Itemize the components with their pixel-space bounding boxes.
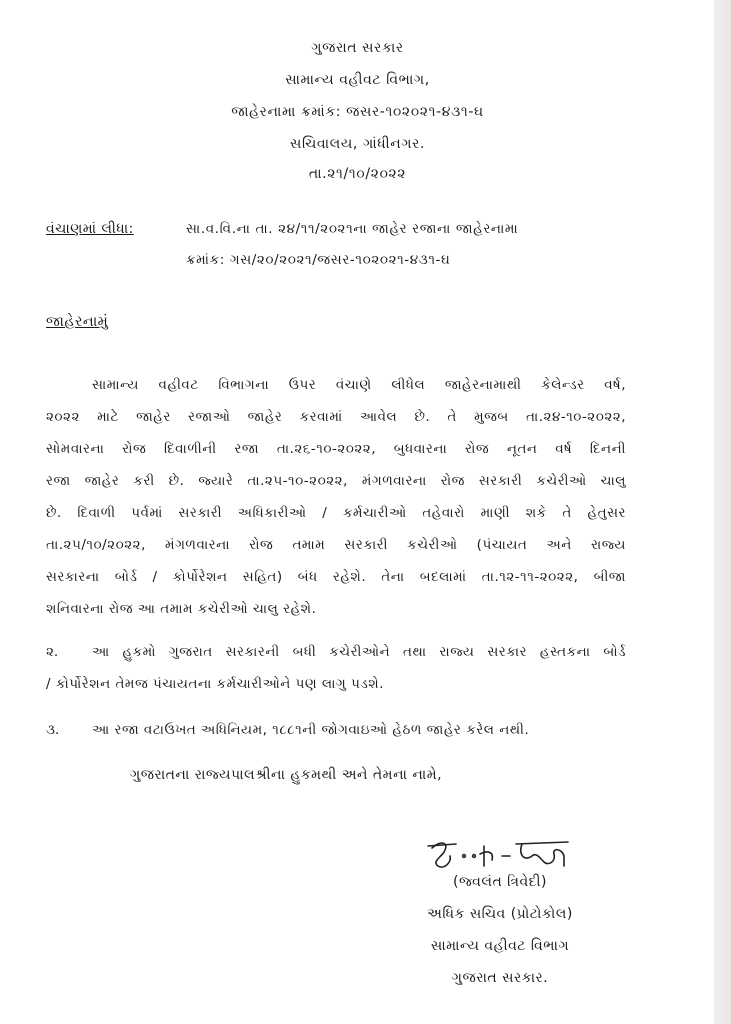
signature-image	[418, 832, 588, 878]
header-date: તા.૨૧/૧૦/૨૦૨૨	[308, 166, 407, 182]
header-department: સામાન્ય વહીવટ વિભાગ,	[285, 72, 430, 88]
page-edge	[714, 0, 731, 1024]
paragraph-1-line: તા.૨૫/૧૦/૨૦૨૨, મંગળવારના રોજ તમામ સરકારી કચેરીઓ (પંચાયત અને રાજ્ય	[46, 537, 626, 553]
header-notification-number: જાહેરનામા ક્રમાંક: જસર-૧૦૨૦૨૧-૪૩૧-ઘ	[231, 104, 484, 120]
paragraph-3-number: ૩.	[46, 722, 60, 738]
reference-line-2: ક્રમાંક: ગસ/૨૦/૨૦૨૧/જસર-૧૦૨૦૨૧-૪૩૧-ઘ	[186, 252, 451, 268]
signatory-designation: અધિક સચિવ (પ્રોટોકોલ)	[427, 906, 573, 922]
signatory-department: સામાન્ય વહીવટ વિભાગ	[430, 938, 570, 954]
signatory-name: (જ્વલંત ત્રિવેદી)	[453, 874, 547, 890]
paragraph-1-line: છે. દિવાળી પર્વમાં સરકારી અધિકારીઓ / કર્મચારીઓ તહેવારો માણી શકે તે હેતુસર	[46, 505, 626, 521]
paragraph-2-line: / કોર્પોરેશન તેમજ પંચાયતના કર્મચારીઓને પણ લાગુ પડશે.	[46, 676, 384, 692]
signatory-government: ગુજરાત સરકાર.	[451, 970, 549, 986]
reference-label: વંચાણમાં લીધા:	[46, 221, 134, 237]
paragraph-2-number: ૨.	[46, 644, 59, 660]
paragraph-1-line: સરકારના બોર્ડ / કોર્પોરેશન સહિત) બંધ રહેશે. તેના બદલામાં તા.૧૨-૧૧-૨૦૨૨, બીજા	[46, 569, 626, 585]
paragraph-1-line: સામાન્ય વહીવટ વિભાગના ઉપર વંચાણે લીધેલ જાહેરનામાથી કેલેન્ડર વર્ષ,	[92, 377, 626, 393]
closing-line: ગુજરાતના રાજ્યપાલશ્રીના હુકમથી અને તેમના નામે,	[130, 767, 443, 783]
header-place: સચિવાલય, ગાંધીનગર.	[290, 136, 425, 152]
paragraph-3-text: આ રજા વટાઉખત અધિનિયમ, ૧૮૮૧ની જોગવાઇઓ હેઠળ જાહેર કરેલ નથી.	[92, 722, 530, 738]
paragraph-2-line: આ હુકમો ગુજરાત સરકારની બધી કચેરીઓને તથા રાજ્ય સરકાર હસ્તકના બોર્ડ	[92, 644, 626, 660]
reference-line-1: સા.વ.વિ.ના તા. ૨૪/૧૧/૨૦૨૧ના જાહેર રજાના જાહેરનામા	[186, 221, 519, 237]
header-government: ગુજરાત સરકાર	[311, 40, 404, 56]
paragraph-1-line: રજા જાહેર કરી છે. જ્યારે તા.૨૫-૧૦-૨૦૨૨, મંગળવારના રોજ સરકારી કચેરીઓ ચાલુ	[46, 473, 626, 489]
paragraph-1-line: ૨૦૨૨ માટે જાહેર રજાઓ જાહેર કરવામાં આવેલ છે. તે મુજબ તા.૨૪-૧૦-૨૦૨૨,	[46, 409, 626, 425]
paragraph-1-line: શનિવારના રોજ આ તમામ કચેરીઓ ચાલુ રહેશે.	[46, 601, 317, 617]
paragraph-1-line: સોમવારના રોજ દિવાળીની રજા તા.૨૬-૧૦-૨૦૨૨, બુધવારના રોજ નૂતન વર્ષ દિનની	[46, 441, 626, 457]
section-title: જાહેરનામું	[46, 314, 109, 330]
